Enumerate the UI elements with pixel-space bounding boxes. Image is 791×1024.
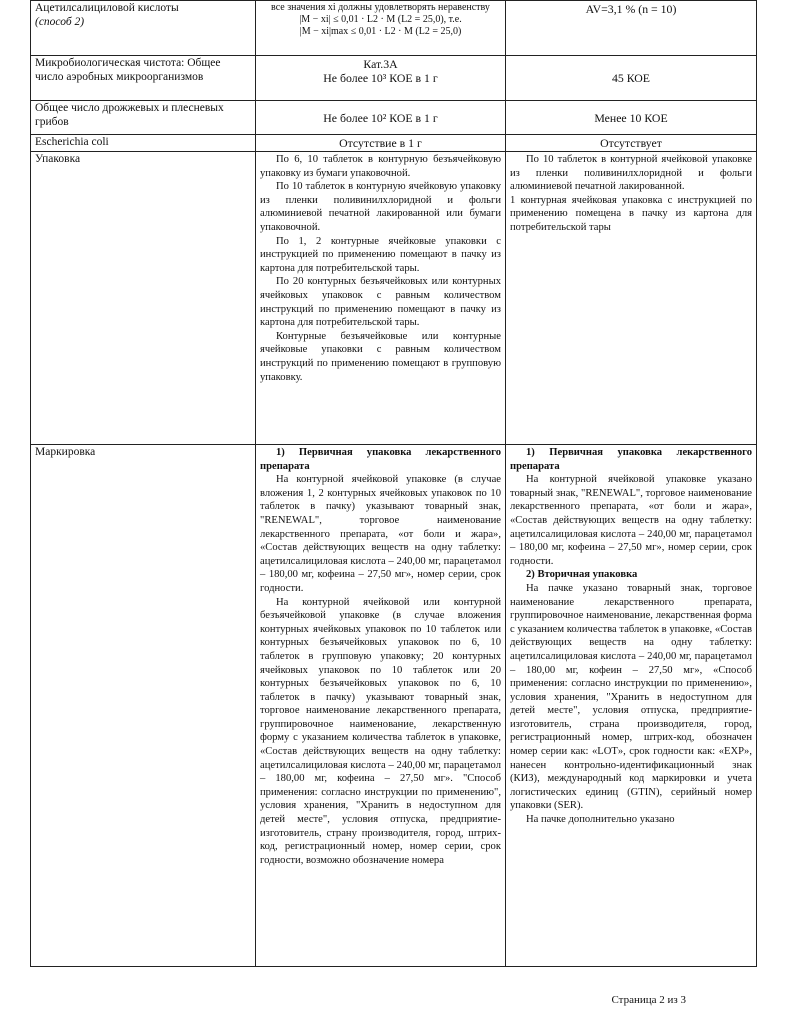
table-row <box>31 101 757 135</box>
result-cell: 45 КОЕ <box>506 56 757 101</box>
paragraph: По 10 таблеток в контурную ячейковую упаковку из пленки поливинилхлоридной и фольги алюминиевой печатной лакированной или бумаги упаковочной. <box>260 181 501 233</box>
paragraph: На контурной ячейковой упаковке указано товарный знак, "RENEWAL", торговое наименование лекарственного препарата, «от боли и жара», «Состав действующих веществ на одну таблетку: ацетилсалициловая кислота – 240,00 мг, парацетамол – 180,00 мг, кофеина – 27,50 мг», номер серии, срок годности. <box>510 474 752 567</box>
result-cell: Менее 10 КОЕ <box>506 101 757 135</box>
paragraph: На контурной ячейковой или контурной безъячейковой упаковке (в случае вложения контурных ячейковых упаковок по 10 таблеток или контурных безъячейковых упаковок по 6, 10 таблеток в групповую упаковку; 20 контурных ячейковых упаковок по 10 таблеток или 20 контурных безъячейковых упаковок по 6, 10 таблеток в пачку) указывают товарный знак, торговое наименование лекарственного препарата, группировочное наименование, лекарственную форму с указанием количества таблеток в упаковке, «Состав действующих веществ на одну таблетку: ацетилсалициловая кислота – 240,00 мг, парацетамол – 180,00 мг, кофеина – 27,50 мг». "Способ применения: согласно инструкции по применению", условия хранения, "Хранить в недоступном для детей месте", условия отпуска, предприятие-изготовитель, страну производителя, город, штрих-код, регистрационный номер, номер серии, срок годности, возможно обозначение номера <box>260 596 501 866</box>
norm-cell <box>256 56 506 101</box>
paragraph: По 1, 2 контурные ячейковые упаковки с инструкцией по применению помещают в пачку из картона для потребительской тары. <box>260 235 501 274</box>
paragraph: По 10 таблеток в контурной ячейковой упаковке из пленки поливинилхлоридной и фольги алюминиевой печатной лакированной. <box>510 154 752 193</box>
table-row <box>31 445 757 967</box>
norm-cell <box>256 445 506 967</box>
norm-text: Не более 10³ КОЕ в 1 г <box>323 71 438 85</box>
table-row <box>31 135 757 152</box>
param-cell: Микробиологическая чистота: Общее число аэробных микроорганизмов <box>31 56 256 101</box>
result-cell: AV=3,1 % (n = 10) <box>506 1 757 56</box>
param-cell: Escherichia coli <box>31 135 256 152</box>
table-row <box>31 56 757 101</box>
result-cell <box>506 152 757 445</box>
norm-cell: Не более 10² КОЕ в 1 г <box>256 101 506 135</box>
param-cell: Общее число дрожжевых и плесневых грибов <box>31 101 256 135</box>
result-cell: Отсутствует <box>506 135 757 152</box>
page-number: Страница 2 из 3 <box>611 994 686 1006</box>
paragraph: На пачке указано товарный знак, торговое наименование лекарственного препарата, группировочное наименование, лекарственная форма с указанием количества таблеток в упаковке, «Состав действующих веществ на одну таблетку: ацетилсалициловая кислота – 240,00 мг, парацетамол – 180,00 мг, кофеин – 27,50 мг», «Способ применения: согласно инструкции по применению», условия хранения, "Хранить в недоступном для детей месте", условия отпуска, предприятие-изготовитель, страна производителя, город, регистрационный номер, штрих-код, обозначен номер серии как: «LOT», срок годности как: «EXP», нанесен контрольно-идентификационный знак (КИЗ), международный код маркировки и учета логистических единиц (GTIN), серийный номер упаковки (SER). <box>510 582 752 812</box>
table-row <box>31 152 757 445</box>
norm-cell <box>256 1 506 56</box>
paragraph: 1 контурная ячейковая упаковка с инструкцией по применению помещена в пачку из картона для потребительской тары <box>510 194 752 233</box>
param-text: Ацетилсалициловой кислоты <box>35 2 179 14</box>
table-row <box>31 1 757 56</box>
formula-line: |M − xi| ≤ 0,01 · L2 · M (L2 = 25,0), т.е. <box>299 14 462 25</box>
formula-line: |M − xi|max ≤ 0,01 · L2 · M (L2 = 25,0) <box>299 26 462 37</box>
norm-line: все значения xi должны удовлетворять неравенству <box>271 2 490 13</box>
paragraph: На контурной ячейковой упаковке (в случае вложения 1, 2 контурных ячейковых упаковок по 10 таблеток в пачку) указывают товарный знак, "RENEWAL", торговое наименование лекарственного препарата, «от боли и жара», «Состав действующих веществ на одну таблетку: ацетилсалициловая кислота – 240,00 мг, парацетамол – 180,00 мг, кофеина – 27,50 мг», номер серии, срок годности. <box>260 474 501 594</box>
section-heading: 1) Первичная упаковка лекарственного препарата <box>510 447 752 472</box>
document-page <box>30 0 756 967</box>
param-subtext: (способ 2) <box>35 15 85 28</box>
param-cell <box>31 1 256 56</box>
norm-category: Кат.3А <box>363 57 398 71</box>
param-cell: Маркировка <box>31 445 256 967</box>
paragraph: По 6, 10 таблеток в контурную безъячейковую упаковку из бумаги упаковочной. <box>260 154 501 179</box>
result-cell <box>506 445 757 967</box>
paragraph: Контурные безъячейковые или контурные ячейковые упаковки с равным количеством инструкций по применению помещают в групповую упаковку. <box>260 330 501 383</box>
specification-table <box>30 0 757 967</box>
section-heading: 2) Вторичная упаковка <box>526 569 638 581</box>
paragraph: По 20 контурных безъячейковых или контурных ячейковых упаковок с равным количеством инструкций по применению помещают в пачку из картона для потребительской тары. <box>260 276 501 329</box>
norm-cell <box>256 152 506 445</box>
paragraph: На пачке дополнительно указано <box>526 814 675 826</box>
section-heading: 1) Первичная упаковка лекарственного препарата <box>260 447 501 472</box>
param-cell: Упаковка <box>31 152 256 445</box>
norm-cell: Отсутствие в 1 г <box>256 135 506 152</box>
